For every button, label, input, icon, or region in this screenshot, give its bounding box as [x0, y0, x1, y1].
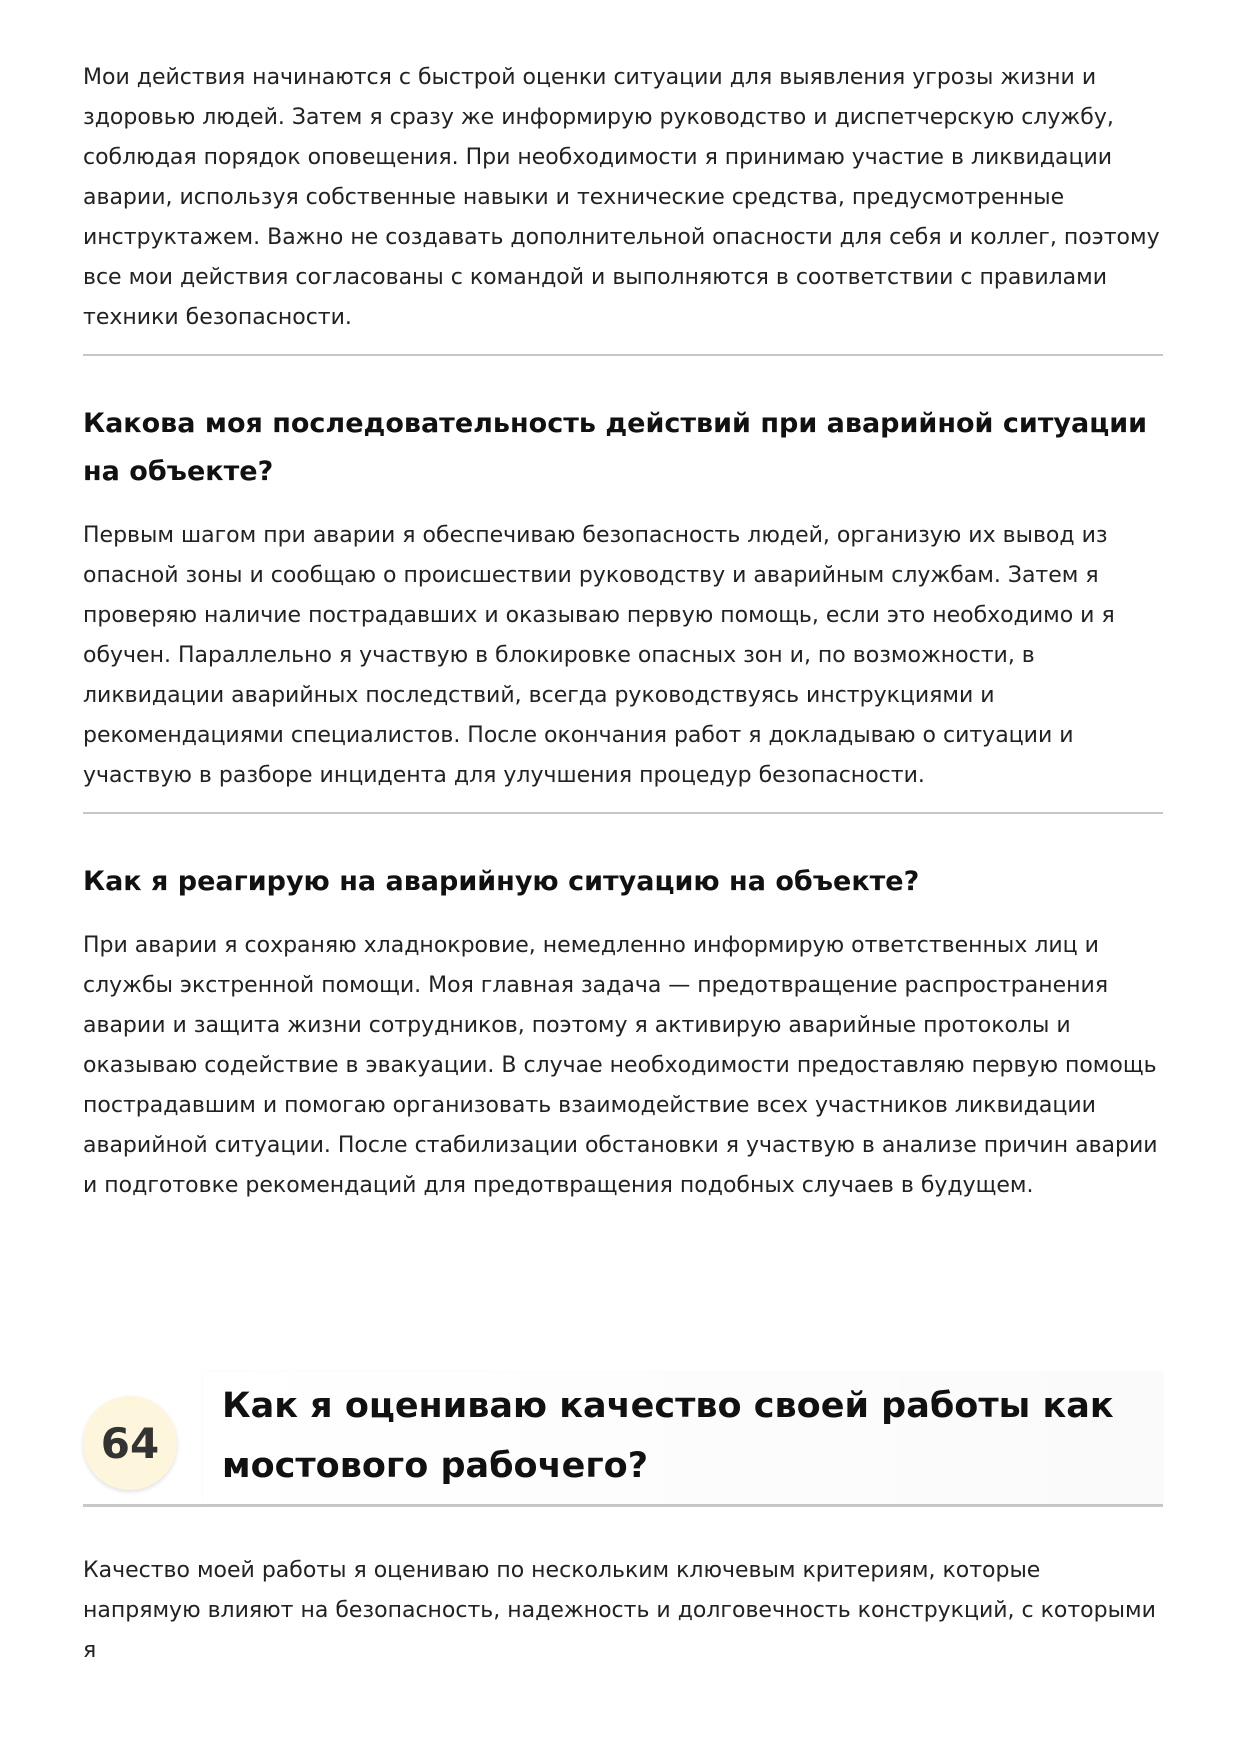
document-page	[83, 58, 1163, 1671]
answer-paragraph: Первым шагом при аварии я обеспечиваю безопасность людей, организую их вывод из опасной зоны и сообщаю о происшествии руководству и аварийным службам. Затем я проверяю наличие пострадавших и оказываю первую помощь, если это необходимо и я обучен. Параллельно я участвую в блокировке опасных зон и, по возможности, в ликвидации аварийных последствий, всегда руководствуясь инструкциями и рекомендациями специалистов. После окончания работ я докладываю о ситуации и участвую в разборе инцидента для улучшения процедур безопасности.	[83, 523, 1115, 788]
qa-section	[83, 858, 1163, 1206]
question-heading: Как я реагирую на аварийную ситуацию на объекте?	[83, 866, 920, 897]
answer-paragraph: При аварии я сохраняю хладнокровие, немедленно информирую ответственных лиц и службы экстренной помощи. Моя главная задача — предотвращение распространения аварии и защита жизни сотрудников, поэтому я активирую аварийные протоколы и оказываю содействие в эвакуации. В случае необходимости предоставляю первую помощь пострадавшим и помогаю организовать взаимодействие всех участников ликвидации аварийной ситуации. После стабилизации обстановки я участвую в анализе причин аварии и подготовке рекомендаций для предотвращения подобных случаев в будущем.	[83, 933, 1158, 1198]
answer-paragraph: Качество моей работы я оцениваю по нескольким ключевым критериям, которые напрямую влияют на безопасность, надежность и долговечность конструкций, с которыми я	[83, 1558, 1156, 1663]
numbered-question-title: Как я оцениваю качество своей работы как мостового рабочего?	[222, 1386, 1114, 1486]
qa-section	[83, 400, 1163, 796]
numbered-question-header	[83, 1376, 1163, 1504]
question-number-badge: 64	[83, 1396, 177, 1490]
question-heading: Какова моя последовательность действий при аварийной ситуации на объекте?	[83, 408, 1148, 487]
intro-paragraph: Мои действия начинаются с быстрой оценки ситуации для выявления угрозы жизни и здоровью людей. Затем я сразу же информирую руководство и диспетчерскую службу, соблюдая порядок оповещения. При необходимости я принимаю участие в ликвидации аварии, используя собственные навыки и технические средства, предусмотренные инструктажем. Важно не создавать дополнительной опасности для себя и коллег, поэтому все мои действия согласованы с командой и выполняются в соответствии с правилами техники безопасности.	[83, 65, 1160, 330]
